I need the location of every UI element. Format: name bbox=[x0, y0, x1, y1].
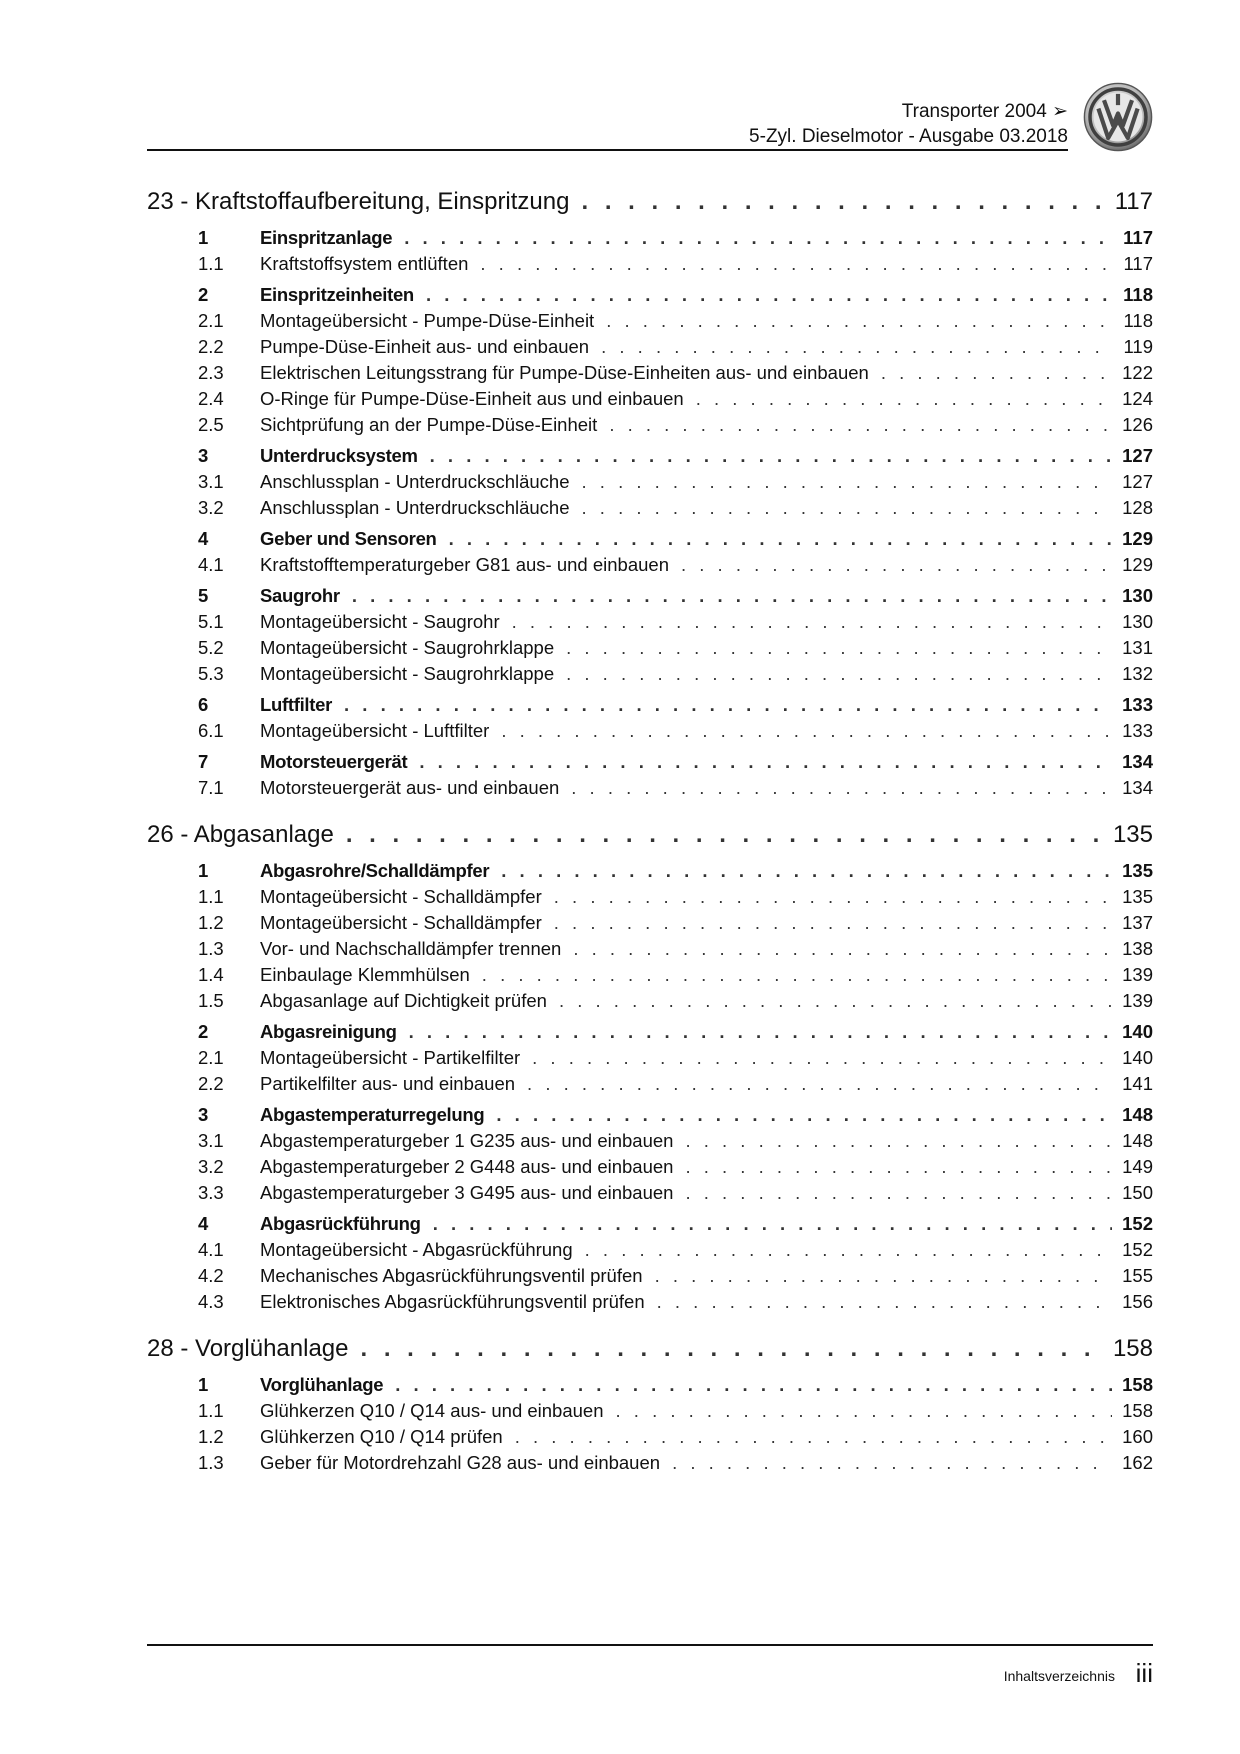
toc-entry-page: 133 bbox=[1122, 720, 1153, 741]
toc-entry-page: 135 bbox=[1122, 886, 1153, 907]
toc-entry-title: Geber und Sensoren bbox=[260, 528, 437, 549]
toc-entry-page: 135 bbox=[1112, 821, 1153, 848]
toc-entry-number: 5.1 bbox=[198, 611, 224, 632]
toc-entry-title: Abgastemperaturgeber 1 G235 aus- und einbauen bbox=[260, 1130, 674, 1151]
toc-chapter-heading[interactable] bbox=[147, 821, 1153, 855]
toc-subsection[interactable] bbox=[147, 964, 1153, 990]
toc-entry-title: Unterdrucksystem bbox=[260, 445, 418, 466]
toc-entry-number: 1.4 bbox=[198, 964, 224, 985]
dot-leader bbox=[566, 663, 1112, 685]
page-footer bbox=[147, 1644, 1153, 1694]
toc-entry-title: Abgastemperaturgeber 2 G448 aus- und einbauen bbox=[260, 1156, 674, 1177]
toc-chapter bbox=[147, 821, 1153, 1317]
toc-entry-title: Abgasanlage auf Dichtigkeit prüfen bbox=[260, 990, 547, 1011]
toc-entry-page: 139 bbox=[1122, 964, 1153, 985]
toc-entry-page: 152 bbox=[1122, 1239, 1153, 1260]
dot-leader bbox=[571, 777, 1112, 799]
toc-entry-page: 138 bbox=[1122, 938, 1153, 959]
dot-leader bbox=[554, 912, 1112, 934]
toc-subsection[interactable] bbox=[147, 1452, 1153, 1478]
toc-entry-page: 131 bbox=[1122, 637, 1153, 658]
dot-leader bbox=[696, 388, 1112, 410]
toc-section[interactable] bbox=[147, 751, 1153, 777]
toc-subsection[interactable] bbox=[147, 253, 1153, 279]
toc-entry-page: 127 bbox=[1122, 445, 1153, 466]
toc-entry-title: Elektronisches Abgasrückführungsventil prüfen bbox=[260, 1291, 645, 1312]
toc-entry-number: 2.1 bbox=[198, 1047, 224, 1068]
toc-entry-number: 1.1 bbox=[198, 253, 224, 274]
toc-subsection[interactable] bbox=[147, 1265, 1153, 1291]
toc-subsection[interactable] bbox=[147, 1073, 1153, 1099]
toc-entry-title: Abgasrohre/Schalldämpfer bbox=[260, 860, 490, 881]
toc-entry-title: Montageübersicht - Luftfilter bbox=[260, 720, 490, 741]
toc-subsection[interactable] bbox=[147, 611, 1153, 637]
toc-entry-number: 4.2 bbox=[198, 1265, 224, 1286]
toc-chapter bbox=[147, 1335, 1153, 1478]
toc-entry-page: 134 bbox=[1122, 751, 1153, 772]
toc-entry-page: 119 bbox=[1123, 336, 1153, 357]
toc-subsection[interactable] bbox=[147, 471, 1153, 497]
toc-entry-number: 2.3 bbox=[198, 362, 224, 383]
toc-entry-number: 1.3 bbox=[198, 938, 224, 959]
toc-entry-title: Montageübersicht - Schalldämpfer bbox=[260, 912, 542, 933]
toc-entry-number: 7 bbox=[198, 751, 209, 772]
toc-subsection[interactable] bbox=[147, 1239, 1153, 1265]
toc-entry-number: 1.5 bbox=[198, 990, 224, 1011]
toc-entry-title: Glühkerzen Q10 / Q14 aus- und einbauen bbox=[260, 1400, 604, 1421]
dot-leader bbox=[395, 1374, 1112, 1396]
toc-section[interactable] bbox=[147, 445, 1153, 471]
toc-entry-title: Kraftstoffsystem entlüften bbox=[260, 253, 469, 274]
toc-subsection[interactable] bbox=[147, 720, 1153, 746]
toc-entry-page: 160 bbox=[1122, 1426, 1153, 1447]
toc-section[interactable] bbox=[147, 694, 1153, 720]
dot-leader bbox=[685, 1130, 1112, 1152]
toc-entry-number: 5 bbox=[198, 585, 209, 606]
toc-entry-number: 4.3 bbox=[198, 1291, 224, 1312]
toc-entry-title: Luftfilter bbox=[260, 694, 333, 715]
header-model: Transporter 2004 ➢ bbox=[901, 101, 1068, 122]
toc-entry-page: 129 bbox=[1122, 554, 1153, 575]
toc-entry-page: 117 bbox=[1123, 227, 1153, 248]
toc-entry-title: 26 - Abgasanlage bbox=[147, 821, 334, 848]
toc-subsection[interactable] bbox=[147, 497, 1153, 523]
toc-subsection[interactable] bbox=[147, 1156, 1153, 1182]
toc-section[interactable] bbox=[147, 585, 1153, 611]
toc-subsection[interactable] bbox=[147, 1182, 1153, 1208]
toc-entry-page: 137 bbox=[1122, 912, 1153, 933]
toc-section[interactable] bbox=[147, 227, 1153, 253]
toc-entry-page: 122 bbox=[1122, 362, 1153, 383]
toc-section[interactable] bbox=[147, 1104, 1153, 1130]
toc-entry-page: 132 bbox=[1122, 663, 1153, 684]
toc-entry-title: Sichtprüfung an der Pumpe-Düse-Einheit bbox=[260, 414, 598, 435]
toc-subsection[interactable] bbox=[147, 912, 1153, 938]
toc-entry-page: 162 bbox=[1122, 1452, 1153, 1473]
toc-entry-number: 1.1 bbox=[198, 886, 224, 907]
toc-entry-title: Einbaulage Klemmhülsen bbox=[260, 964, 470, 985]
toc-entry-number: 2.4 bbox=[198, 388, 224, 409]
dot-leader bbox=[482, 964, 1112, 986]
toc-entry-title: Pumpe-Düse-Einheit aus- und einbauen bbox=[260, 336, 590, 357]
toc-entry-title: Abgastemperaturgeber 3 G495 aus- und einbauen bbox=[260, 1182, 674, 1203]
toc-entry-title: Geber für Motordrehzahl G28 aus- und einbauen bbox=[260, 1452, 661, 1473]
toc-entry-page: 124 bbox=[1122, 388, 1153, 409]
toc-entry-page: 117 bbox=[1114, 188, 1153, 215]
toc-entry-title: Einspritzeinheiten bbox=[260, 284, 414, 305]
dot-leader bbox=[352, 585, 1112, 607]
toc-entry-page: 152 bbox=[1122, 1213, 1153, 1234]
toc-subsection[interactable] bbox=[147, 886, 1153, 912]
toc-entry-title: Saugrohr bbox=[260, 585, 340, 606]
toc-entry-page: 130 bbox=[1122, 585, 1153, 606]
toc-entry-page: 155 bbox=[1122, 1265, 1153, 1286]
vw-logo-icon bbox=[1083, 82, 1153, 152]
toc-subsection[interactable] bbox=[147, 637, 1153, 663]
toc-entry-page: 118 bbox=[1123, 310, 1153, 331]
toc-section[interactable] bbox=[147, 860, 1153, 886]
toc-entry-title: 23 - Kraftstoffaufbereitung, Einspritzung bbox=[147, 188, 570, 215]
dot-leader bbox=[881, 362, 1112, 384]
header-text bbox=[749, 99, 1068, 149]
toc-subsection[interactable] bbox=[147, 777, 1153, 803]
dot-leader bbox=[404, 227, 1113, 249]
toc-entry-title: Mechanisches Abgasrückführungsventil prüfen bbox=[260, 1265, 643, 1286]
dot-leader bbox=[573, 938, 1112, 960]
toc-entry-title: Einspritzanlage bbox=[260, 227, 393, 248]
dot-leader bbox=[346, 821, 1103, 849]
dot-leader bbox=[554, 886, 1112, 908]
toc-chapter-heading[interactable] bbox=[147, 188, 1153, 222]
dot-leader bbox=[566, 637, 1112, 659]
dot-leader bbox=[515, 1426, 1112, 1448]
dot-leader bbox=[585, 1239, 1112, 1261]
toc-entry-number: 5.2 bbox=[198, 637, 224, 658]
toc-entry-title: Anschlussplan - Unterdruckschläuche bbox=[260, 497, 570, 518]
toc-entry-number: 3.2 bbox=[198, 497, 224, 518]
toc-entry-title: Montageübersicht - Saugrohrklappe bbox=[260, 663, 555, 684]
toc-entry-page: 128 bbox=[1122, 497, 1153, 518]
dot-leader bbox=[601, 336, 1113, 358]
toc-entry-number: 6.1 bbox=[198, 720, 224, 741]
toc-entry-number: 1.2 bbox=[198, 912, 224, 933]
dot-leader bbox=[501, 860, 1112, 882]
dot-leader bbox=[655, 1265, 1113, 1287]
footer-page-number: iii bbox=[1135, 1658, 1153, 1688]
toc-entry-number: 1.2 bbox=[198, 1426, 224, 1447]
toc-entry-number: 1 bbox=[198, 860, 209, 881]
dot-leader bbox=[616, 1400, 1113, 1422]
dot-leader bbox=[606, 310, 1113, 332]
toc-entry-page: 158 bbox=[1122, 1374, 1153, 1395]
dot-leader bbox=[685, 1156, 1112, 1178]
toc-entry-number: 2.1 bbox=[198, 310, 224, 331]
toc-entry-title: Elektrischen Leitungsstrang für Pumpe-Düse-Einheiten aus- und einbauen bbox=[260, 362, 869, 383]
toc-subsection[interactable] bbox=[147, 362, 1153, 388]
toc-entry-number: 1 bbox=[198, 227, 209, 248]
toc-subsection[interactable] bbox=[147, 554, 1153, 580]
toc-chapter-heading[interactable] bbox=[147, 1335, 1153, 1369]
toc-entry-page: 130 bbox=[1122, 611, 1153, 632]
dot-leader bbox=[344, 694, 1112, 716]
footer-label: Inhaltsverzeichnis bbox=[1003, 1668, 1115, 1684]
toc-entry-number: 1 bbox=[198, 1374, 209, 1395]
dot-leader bbox=[532, 1047, 1112, 1069]
toc-entry-page: 127 bbox=[1122, 471, 1153, 492]
toc-entry-page: 141 bbox=[1122, 1073, 1153, 1094]
toc-entry-title: Montageübersicht - Abgasrückführung bbox=[260, 1239, 573, 1260]
dot-leader bbox=[685, 1182, 1112, 1204]
toc-entry-number: 7.1 bbox=[198, 777, 224, 798]
toc-entry-page: 140 bbox=[1122, 1047, 1153, 1068]
toc-chapter bbox=[147, 188, 1153, 803]
dot-leader bbox=[430, 445, 1112, 467]
dot-leader bbox=[496, 1104, 1112, 1126]
toc-entry-title: Motorsteuergerät aus- und einbauen bbox=[260, 777, 560, 798]
toc-subsection[interactable] bbox=[147, 990, 1153, 1016]
toc-subsection[interactable] bbox=[147, 336, 1153, 362]
toc-subsection[interactable] bbox=[147, 1426, 1153, 1452]
toc-entry-page: 150 bbox=[1122, 1182, 1153, 1203]
toc-entry-title: Kraftstofftemperaturgeber G81 aus- und einbauen bbox=[260, 554, 669, 575]
dot-leader bbox=[361, 1335, 1103, 1363]
toc-entry-title: Abgasreinigung bbox=[260, 1021, 397, 1042]
dot-leader bbox=[426, 284, 1113, 306]
toc-section[interactable] bbox=[147, 528, 1153, 554]
toc-subsection[interactable] bbox=[147, 938, 1153, 964]
page-header bbox=[147, 82, 1153, 154]
dot-leader bbox=[501, 720, 1112, 742]
toc-section[interactable] bbox=[147, 1374, 1153, 1400]
toc-entry-page: 149 bbox=[1122, 1156, 1153, 1177]
toc-section[interactable] bbox=[147, 1213, 1153, 1239]
toc-subsection[interactable] bbox=[147, 1130, 1153, 1156]
table-of-contents bbox=[147, 188, 1153, 1480]
dot-leader bbox=[657, 1291, 1113, 1313]
toc-entry-title: Montageübersicht - Schalldämpfer bbox=[260, 886, 542, 907]
toc-entry-number: 4 bbox=[198, 1213, 209, 1234]
toc-entry-title: Montageübersicht - Partikelfilter bbox=[260, 1047, 521, 1068]
toc-entry-number: 4.1 bbox=[198, 1239, 224, 1260]
dot-leader bbox=[681, 554, 1112, 576]
toc-entry-title: O-Ringe für Pumpe-Düse-Einheit aus und einbauen bbox=[260, 388, 684, 409]
toc-entry-title: Montageübersicht - Saugrohrklappe bbox=[260, 637, 555, 658]
footer-rule bbox=[147, 1644, 1153, 1646]
dot-leader bbox=[672, 1452, 1112, 1474]
toc-entry-number: 2.5 bbox=[198, 414, 224, 435]
toc-entry-title: Vorglühanlage bbox=[260, 1374, 384, 1395]
toc-entry-title: Montageübersicht - Pumpe-Düse-Einheit bbox=[260, 310, 595, 331]
toc-entry-number: 3.2 bbox=[198, 1156, 224, 1177]
toc-subsection[interactable] bbox=[147, 1047, 1153, 1073]
toc-entry-title: Abgastemperaturregelung bbox=[260, 1104, 485, 1125]
dot-leader bbox=[527, 1073, 1112, 1095]
toc-section[interactable] bbox=[147, 284, 1153, 310]
dot-leader bbox=[609, 414, 1112, 436]
toc-entry-page: 135 bbox=[1122, 860, 1153, 881]
toc-entry-page: 140 bbox=[1122, 1021, 1153, 1042]
toc-entry-number: 3.3 bbox=[198, 1182, 224, 1203]
dot-leader bbox=[409, 1021, 1113, 1043]
toc-entry-title: Vor- und Nachschalldämpfer trennen bbox=[260, 938, 562, 959]
toc-entry-title: Partikelfilter aus- und einbauen bbox=[260, 1073, 516, 1094]
toc-subsection[interactable] bbox=[147, 310, 1153, 336]
toc-subsection[interactable] bbox=[147, 663, 1153, 689]
dot-leader bbox=[582, 471, 1113, 493]
toc-entry-number: 3 bbox=[198, 445, 209, 466]
toc-entry-page: 129 bbox=[1122, 528, 1153, 549]
dot-leader bbox=[512, 611, 1113, 633]
dot-leader bbox=[419, 751, 1112, 773]
toc-entry-number: 4 bbox=[198, 528, 209, 549]
toc-subsection[interactable] bbox=[147, 1291, 1153, 1317]
toc-entry-number: 1.3 bbox=[198, 1452, 224, 1473]
toc-entry-title: 28 - Vorglühanlage bbox=[147, 1335, 349, 1362]
toc-entry-title: Motorsteuergerät bbox=[260, 751, 408, 772]
toc-entry-page: 118 bbox=[1123, 284, 1153, 305]
toc-entry-page: 156 bbox=[1122, 1291, 1153, 1312]
dot-leader bbox=[433, 1213, 1112, 1235]
toc-entry-number: 3.1 bbox=[198, 471, 224, 492]
toc-entry-number: 5.3 bbox=[198, 663, 224, 684]
dot-leader bbox=[559, 990, 1112, 1012]
toc-entry-number: 2.2 bbox=[198, 1073, 224, 1094]
toc-subsection[interactable] bbox=[147, 1400, 1153, 1426]
dot-leader bbox=[480, 253, 1113, 275]
toc-entry-number: 3.1 bbox=[198, 1130, 224, 1151]
toc-entry-page: 134 bbox=[1122, 777, 1153, 798]
toc-subsection[interactable] bbox=[147, 414, 1153, 440]
toc-entry-title: Montageübersicht - Saugrohr bbox=[260, 611, 500, 632]
toc-subsection[interactable] bbox=[147, 388, 1153, 414]
header-edition: 5-Zyl. Dieselmotor - Ausgabe 03.2018 bbox=[749, 126, 1068, 147]
toc-entry-number: 2 bbox=[198, 1021, 209, 1042]
toc-entry-page: 117 bbox=[1123, 253, 1153, 274]
toc-entry-title: Anschlussplan - Unterdruckschläuche bbox=[260, 471, 570, 492]
dot-leader bbox=[581, 188, 1104, 216]
toc-entry-page: 148 bbox=[1122, 1104, 1153, 1125]
toc-entry-number: 2 bbox=[198, 284, 209, 305]
toc-entry-page: 133 bbox=[1122, 694, 1153, 715]
dot-leader bbox=[582, 497, 1113, 519]
toc-entry-number: 4.1 bbox=[198, 554, 224, 575]
toc-entry-number: 1.1 bbox=[198, 1400, 224, 1421]
toc-entry-page: 126 bbox=[1122, 414, 1153, 435]
header-rule bbox=[147, 149, 1068, 151]
toc-entry-title: Abgasrückführung bbox=[260, 1213, 421, 1234]
toc-section[interactable] bbox=[147, 1021, 1153, 1047]
toc-entry-number: 3 bbox=[198, 1104, 209, 1125]
dot-leader bbox=[449, 528, 1113, 550]
toc-entry-title: Glühkerzen Q10 / Q14 prüfen bbox=[260, 1426, 503, 1447]
toc-entry-number: 2.2 bbox=[198, 336, 224, 357]
toc-entry-page: 158 bbox=[1122, 1400, 1153, 1421]
toc-entry-page: 158 bbox=[1112, 1335, 1153, 1362]
toc-entry-page: 148 bbox=[1122, 1130, 1153, 1151]
toc-entry-number: 6 bbox=[198, 694, 209, 715]
toc-entry-page: 139 bbox=[1122, 990, 1153, 1011]
